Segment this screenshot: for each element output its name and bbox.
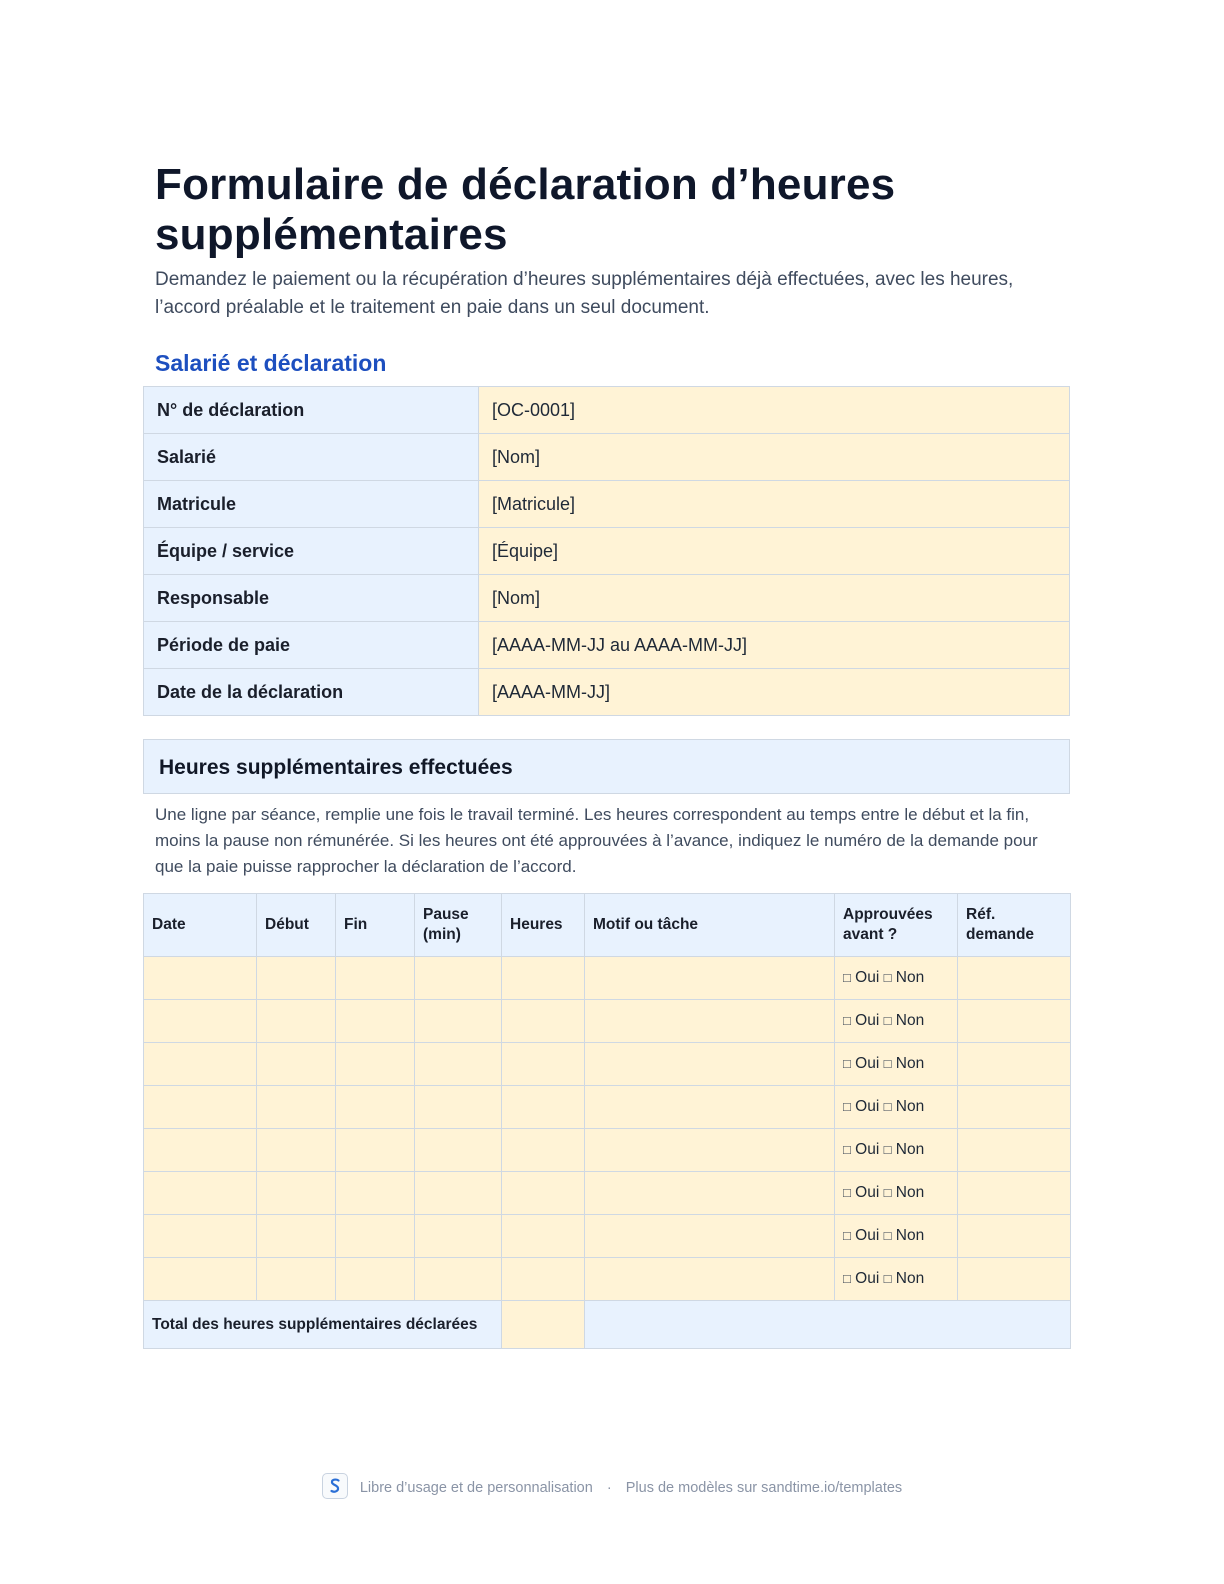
end-field[interactable] (336, 1258, 415, 1301)
overtime-row (144, 1172, 1071, 1215)
sandtime-logo-icon (322, 1473, 348, 1499)
intro-text: Demandez le paiement ou la récupération d’heures supplémentaires déjà effectuées, avec les heures, l’accord préalable et le traitement en paie dans un seul document. (155, 269, 1014, 318)
date-field[interactable] (144, 1129, 257, 1172)
break-field[interactable] (415, 1000, 502, 1043)
overtime-row (144, 1129, 1071, 1172)
reason-field[interactable] (585, 1000, 835, 1043)
overtime-row (144, 1000, 1071, 1043)
ref-field[interactable] (958, 957, 1071, 1000)
overtime-header-row (144, 894, 1071, 957)
employee-info-table (143, 386, 1070, 716)
hours-field[interactable] (502, 1129, 585, 1172)
end-field[interactable] (336, 1129, 415, 1172)
info-row (144, 528, 1070, 575)
total-row-filler (585, 1301, 1071, 1349)
footer-templates-link[interactable]: Plus de modèles sur sandtime.io/templates (625, 1480, 903, 1496)
section-title-overtime: Heures supplémentaires effectuées (143, 739, 1070, 794)
info-row (144, 387, 1070, 434)
checkbox-no[interactable]: □ (883, 1013, 892, 1028)
document-page (143, 160, 1070, 1349)
hours-field[interactable] (502, 1086, 585, 1129)
break-field[interactable] (415, 1215, 502, 1258)
date-field[interactable] (144, 1172, 257, 1215)
yes-label: Oui (855, 1184, 880, 1201)
yes-label: Oui (855, 1098, 880, 1115)
break-field[interactable] (415, 1086, 502, 1129)
no-label: Non (895, 1227, 925, 1244)
start-field[interactable] (257, 1172, 336, 1215)
info-row (144, 669, 1070, 716)
overtime-description: Une ligne par séance, remplie une fois le travail terminé. Les heures correspondent au temps entre le début et la fin, moins la pause non rémunérée. Si les heures ont été approuvées à l’avance, indiquez le numéro de la demande pour que la paie puisse rapprocher la déclaration de l’accord. (155, 805, 1038, 876)
approved-field (835, 1086, 958, 1129)
reason-field[interactable] (585, 1129, 835, 1172)
checkbox-no[interactable]: □ (883, 1228, 892, 1243)
hours-field[interactable] (502, 1043, 585, 1086)
start-field[interactable] (257, 1129, 336, 1172)
info-value-field[interactable]: [Nom] (479, 575, 1070, 622)
info-value-field[interactable]: [Matricule] (479, 481, 1070, 528)
col-header-ref (958, 894, 1071, 957)
break-field[interactable] (415, 957, 502, 1000)
ref-field[interactable] (958, 1215, 1071, 1258)
overtime-row (144, 1258, 1071, 1301)
no-label: Non (895, 969, 925, 986)
approved-field (835, 1043, 958, 1086)
no-label: Non (895, 1055, 925, 1072)
date-field[interactable] (144, 1258, 257, 1301)
hours-field[interactable] (502, 1000, 585, 1043)
hours-field[interactable] (502, 1258, 585, 1301)
approved-field (835, 957, 958, 1000)
date-field[interactable] (144, 1215, 257, 1258)
checkbox-yes[interactable]: □ (843, 1228, 851, 1243)
hours-field[interactable] (502, 957, 585, 1000)
yes-label: Oui (855, 1055, 880, 1072)
reason-field[interactable] (585, 1172, 835, 1215)
break-field[interactable] (415, 1172, 502, 1215)
date-field[interactable] (144, 1086, 257, 1129)
end-field[interactable] (336, 1000, 415, 1043)
col-header-start: Début (257, 894, 336, 957)
info-label: N° de déclaration (144, 387, 479, 434)
start-field[interactable] (257, 1258, 336, 1301)
reason-field[interactable] (585, 1086, 835, 1129)
ref-field[interactable] (958, 1000, 1071, 1043)
reason-field[interactable] (585, 1043, 835, 1086)
overtime-row (144, 1086, 1071, 1129)
yes-label: Oui (855, 1012, 880, 1029)
ref-field[interactable] (958, 1129, 1071, 1172)
approved-field (835, 1215, 958, 1258)
footer-license-text: Libre d’usage et de personnalisation (359, 1480, 593, 1496)
info-label: Matricule (144, 481, 479, 528)
col-header-approved-line1: Approuvées (843, 906, 933, 923)
info-label: Période de paie (144, 622, 479, 669)
reason-field[interactable] (585, 1258, 835, 1301)
page-title: Formulaire de déclaration d’heures supplémentaires (155, 160, 896, 259)
info-value-field[interactable]: [AAAA-MM-JJ] (479, 669, 1070, 716)
end-field[interactable] (336, 1215, 415, 1258)
checkbox-yes[interactable]: □ (843, 1013, 851, 1028)
info-label: Équipe / service (144, 528, 479, 575)
total-label: Total des heures supplémentaires déclarées (144, 1301, 502, 1349)
approved-field (835, 1000, 958, 1043)
approved-field (835, 1129, 958, 1172)
no-label: Non (895, 1184, 925, 1201)
checkbox-no[interactable]: □ (883, 970, 892, 985)
col-header-break-line2: (min) (423, 926, 461, 943)
checkbox-yes[interactable]: □ (843, 1056, 851, 1071)
approved-field (835, 1172, 958, 1215)
yes-label: Oui (855, 969, 880, 986)
checkbox-no[interactable]: □ (883, 1271, 892, 1286)
section-title-employee: Salarié et déclaration (155, 350, 387, 376)
info-label: Responsable (144, 575, 479, 622)
checkbox-yes[interactable]: □ (843, 1271, 851, 1286)
col-header-break-line1: Pause (423, 906, 469, 923)
col-header-end: Fin (336, 894, 415, 957)
start-field[interactable] (257, 1086, 336, 1129)
total-row (144, 1301, 1071, 1349)
date-field[interactable] (144, 1043, 257, 1086)
info-row (144, 622, 1070, 669)
checkbox-no[interactable]: □ (883, 1142, 892, 1157)
info-value-field[interactable]: [Équipe] (479, 528, 1070, 575)
col-header-ref-line1: Réf. (966, 906, 996, 923)
col-header-approved-line2: avant ? (843, 926, 898, 943)
col-header-ref-line2: demande (966, 926, 1035, 943)
break-field[interactable] (415, 1129, 502, 1172)
overtime-row (144, 957, 1071, 1000)
overtime-table (143, 893, 1071, 1349)
yes-label: Oui (855, 1141, 880, 1158)
ref-field[interactable] (958, 1043, 1071, 1086)
no-label: Non (895, 1098, 925, 1115)
info-row (144, 575, 1070, 622)
checkbox-yes[interactable]: □ (843, 1099, 851, 1114)
reason-field[interactable] (585, 1215, 835, 1258)
break-field[interactable] (415, 1043, 502, 1086)
yes-label: Oui (855, 1270, 880, 1287)
no-label: Non (895, 1012, 925, 1029)
overtime-row (144, 1215, 1071, 1258)
checkbox-yes[interactable]: □ (843, 1142, 851, 1157)
info-label: Date de la déclaration (144, 669, 479, 716)
yes-label: Oui (855, 1227, 880, 1244)
col-header-hours: Heures (502, 894, 585, 957)
ref-field[interactable] (958, 1172, 1071, 1215)
reason-field[interactable] (585, 957, 835, 1000)
end-field[interactable] (336, 1043, 415, 1086)
start-field[interactable] (257, 1215, 336, 1258)
checkbox-no[interactable]: □ (883, 1185, 892, 1200)
break-field[interactable] (415, 1258, 502, 1301)
col-header-date: Date (144, 894, 257, 957)
info-value-field[interactable]: [AAAA-MM-JJ au AAAA-MM-JJ] (479, 622, 1070, 669)
overtime-row (144, 1043, 1071, 1086)
footer-separator: · (606, 1480, 612, 1496)
info-row (144, 481, 1070, 528)
checkbox-yes[interactable]: □ (843, 970, 851, 985)
footer (0, 1474, 1224, 1502)
approved-field (835, 1258, 958, 1301)
col-header-break (415, 894, 502, 957)
info-value-field[interactable]: [Nom] (479, 434, 1070, 481)
no-label: Non (895, 1141, 925, 1158)
ref-field[interactable] (958, 1258, 1071, 1301)
col-header-approved (835, 894, 958, 957)
start-field[interactable] (257, 1000, 336, 1043)
start-field[interactable] (257, 1043, 336, 1086)
end-field[interactable] (336, 1086, 415, 1129)
date-field[interactable] (144, 957, 257, 1000)
hours-field[interactable] (502, 1215, 585, 1258)
end-field[interactable] (336, 1172, 415, 1215)
checkbox-no[interactable]: □ (883, 1056, 892, 1071)
hours-field[interactable] (502, 1172, 585, 1215)
total-hours-field[interactable] (502, 1301, 585, 1349)
start-field[interactable] (257, 957, 336, 1000)
end-field[interactable] (336, 957, 415, 1000)
checkbox-no[interactable]: □ (883, 1099, 892, 1114)
col-header-reason: Motif ou tâche (585, 894, 835, 957)
info-value-field[interactable]: [OC-0001] (479, 387, 1070, 434)
date-field[interactable] (144, 1000, 257, 1043)
checkbox-yes[interactable]: □ (843, 1185, 851, 1200)
no-label: Non (895, 1270, 925, 1287)
info-label: Salarié (144, 434, 479, 481)
info-row (144, 434, 1070, 481)
ref-field[interactable] (958, 1086, 1071, 1129)
